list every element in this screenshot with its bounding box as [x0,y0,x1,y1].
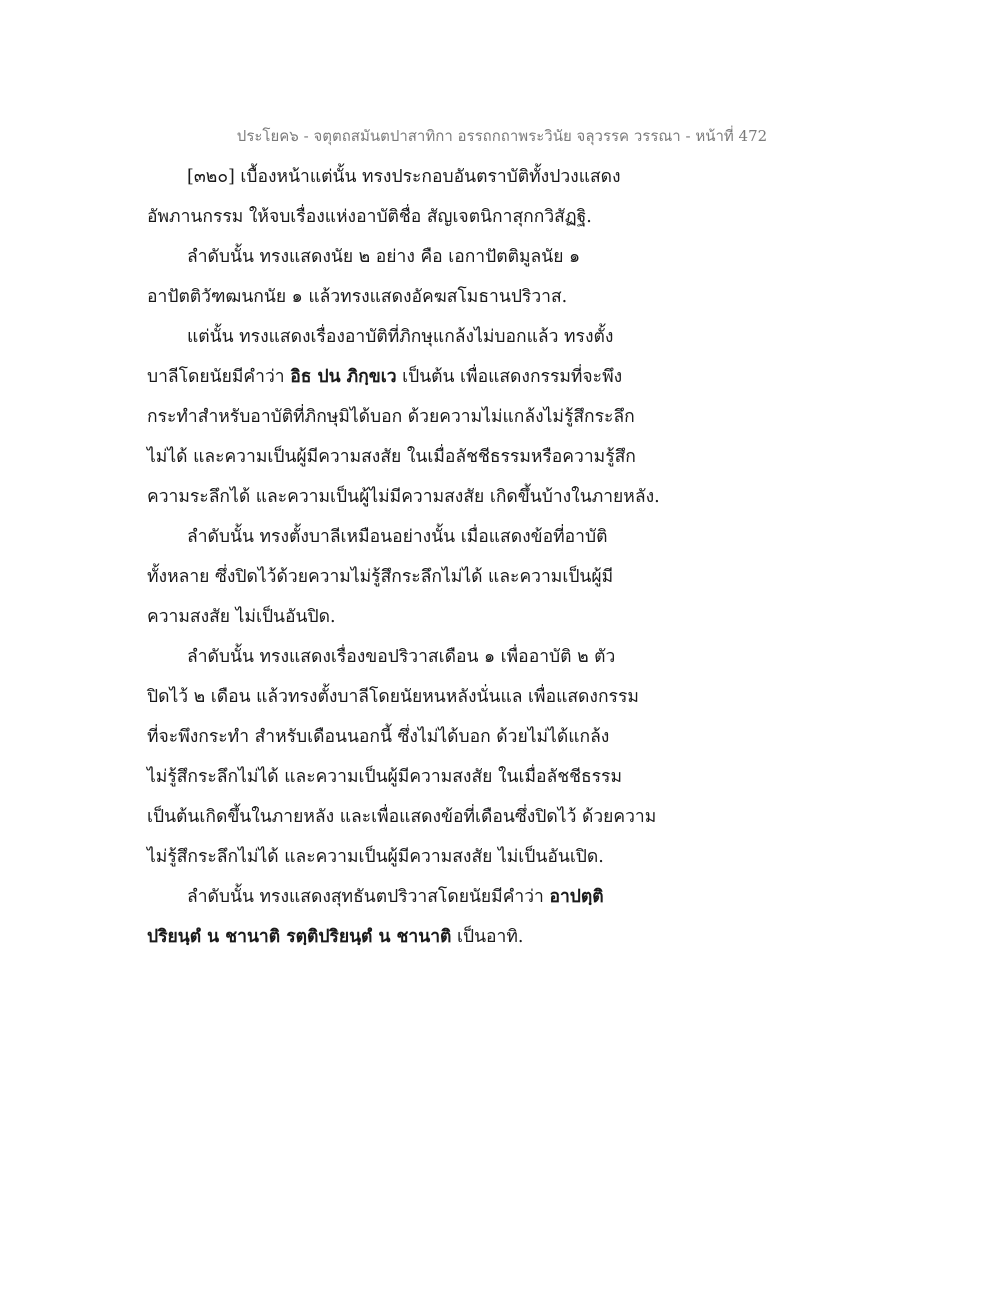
text-line: ไม่รู้สึกระลึกไม่ได้ และความเป็นผู้มีความสงสัย ไม่เป็นอันเปิด. [147,847,604,867]
text-line: ทั้งหลาย ซึ่งปิดไว้ด้วยความไม่รู้สึกระลึกไม่ได้ และความเป็นผู้มี [147,567,614,587]
text-segment: เป็นอาทิ. [451,927,524,947]
running-header: ประโยค๖ - จตุตถสมันตปาสาทิกา อรรถกถาพระวินัย จลุวรรค วรรณา - หน้าที่ 472 [236,127,768,145]
text-line: ลำดับนั้น ทรงแสดงนัย ๒ อย่าง คือ เอกาปัตติมูลนัย ๑ [187,247,581,267]
pali-term: ปริยนฺตํ น ชานาติ รตฺติปริยนฺตํ น ชานาติ [147,927,452,947]
pali-term: อิธ ปน ภิกฺขเว [290,367,397,387]
text-line: ลำดับนั้น ทรงแสดงเรื่องขอปริวาสเดือน ๑ เพื่ออาบัติ ๒ ตัว [187,647,616,667]
text-line: [๓๒๐] เบื้องหน้าแต่นั้น ทรงประกอบอันตราบัติทั้งปวงแสดง [187,167,621,187]
text-line: กระทำสำหรับอาบัติที่ภิกษุมิได้บอก ด้วยความไม่แกล้งไม่รู้สึกระลึก [147,407,635,427]
text-line: ความระลึกได้ และความเป็นผู้ไม่มีความสงสัย เกิดขึ้นบ้างในภายหลัง. [147,487,660,507]
text-line: แต่นั้น ทรงแสดงเรื่องอาบัติที่ภิกษุแกล้งไม่บอกแล้ว ทรงตั้ง [187,327,614,347]
text-line [147,917,707,957]
text-line: ที่จะพึงกระทำ สำหรับเดือนนอกนี้ ซึ่งไม่ได้บอก ด้วยไม่ได้แกล้ง [147,727,610,747]
text-line: ไม่รู้สึกระลึกไม่ได้ และความเป็นผู้มีความสงสัย ในเมื่อลัชชีธรรม [147,767,622,787]
text-line: ปิดไว้ ๒ เดือน แล้วทรงตั้งบาลีโดยนัยหนหลังนั่นแล เพื่อแสดงกรรม [147,687,639,707]
text-line: อาปัตติวัฑฒนกนัย ๑ แล้วทรงแสดงอัคฆสโมธานปริวาส. [147,287,568,307]
text-line [147,357,707,397]
text-segment: บาลีโดยนัยมีคำว่า [147,367,291,387]
pali-term: อาปตฺติ [549,887,604,907]
text-line: เป็นต้นเกิดขึ้นในภายหลัง และเพื่อแสดงข้อที่เดือนซึ่งปิดไว้ ด้วยความ [147,807,657,827]
text-line: ลำดับนั้น ทรงตั้งบาลีเหมือนอย่างนั้น เมื่อแสดงข้อที่อาบัติ [187,527,608,547]
text-line [147,877,707,917]
body-text [147,157,707,957]
text-line: ความสงสัย ไม่เป็นอันปิด. [147,607,336,627]
text-line: อัพภานกรรม ให้จบเรื่องแห่งอาบัติชื่อ สัญเจตนิกาสุกกวิสัฏฐิ. [147,207,592,227]
text-segment: ลำดับนั้น ทรงแสดงสุทธันตปริวาสโดยนัยมีคำว่า [187,887,550,907]
text-segment: เป็นต้น เพื่อแสดงกรรมที่จะพึง [396,367,623,387]
text-line: ไม่ได้ และความเป็นผู้มีความสงสัย ในเมื่อลัชชีธรรมหรือความรู้สึก [147,447,636,467]
